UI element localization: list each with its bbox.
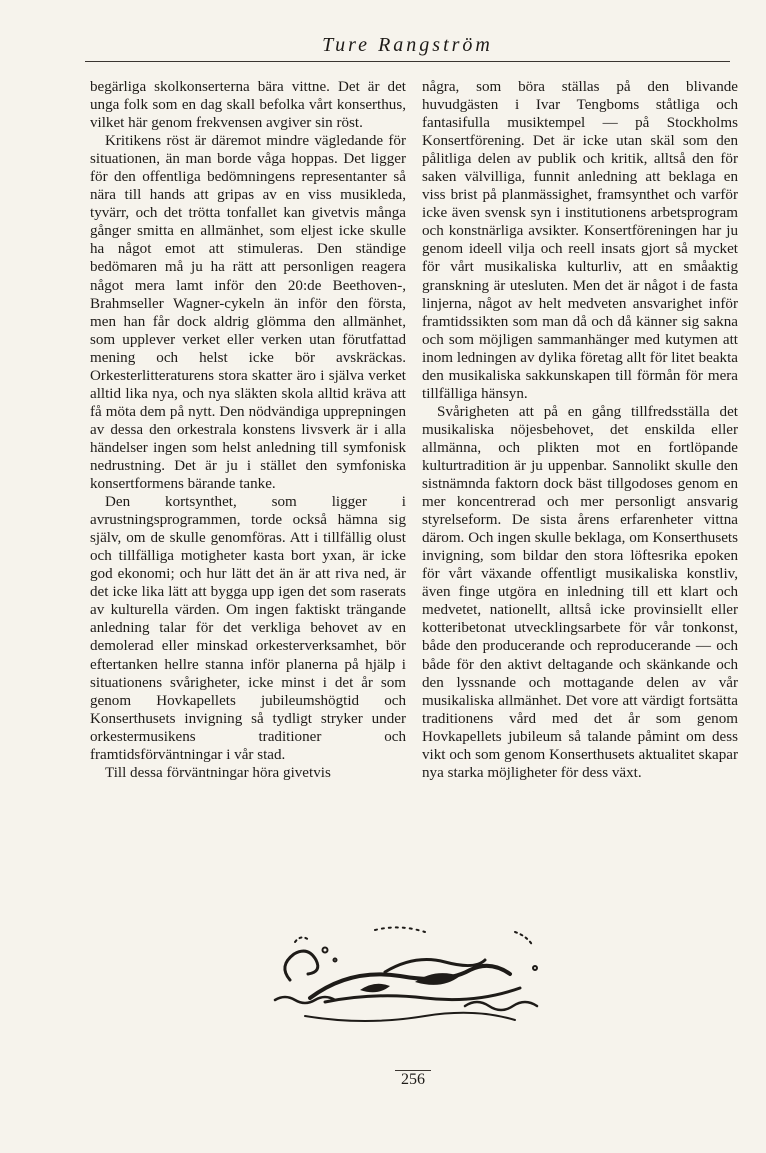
- paragraph: några, som böra ställas på den blivande huvudgästen i Ivar Tengboms ståtliga och fantasifulla musiktempel — på Stockholms Konsertförening. Det är icke utan skäl som den pålitliga delen av publik och kritik, alltså den för saken välvilliga, funnit anledning att beklaga en viss brist på planmässighet, framsynthet och varför icke även svensk syn i institutionens arbetsprogram och konstnärliga avsikter. Konsertföreningen har ju genom ideell vilja och reell insats gjort så mycket för vårt musikaliska kulturliv, att en småaktig granskning är utesluten. Men det är något i de fasta linjerna, något av helt medveten ansvarighet inför framtidssikten som man då och då känner sig sakna och som möjligen sammanhänger med kutymen att inom ledningen av dylika företag allt för litet beakta den musikaliska sakkunskapen till förmån för mera tillfälliga hänsyn.: [422, 79, 738, 402]
- header-rule: [85, 61, 730, 62]
- left-column: [90, 78, 406, 782]
- paragraph: begärliga skolkonserterna bära vittne. Det är det unga folk som en dag skall befolka vårt konserthus, vilket här genom frekvensen avgiver sin röst.: [90, 79, 406, 132]
- paragraph: Till dessa förväntningar höra givetvis: [105, 764, 331, 781]
- page-number: 256: [401, 1071, 425, 1088]
- paragraph: Kritikens röst är däremot mindre vägledande för situationen, än man borde våga hoppas. Det ligger för den offentliga bedömningens representanter så nära till hands att gripas av en viss musikleda, tyvärr, och det trötta tonfallet kan givetvis många gånger smitta en allmänhet, som eljest icke skulle ha något emot att stimuleras. Den ständige bedömaren må ju ha rätt att personligen reagera något mera lamt inför den 20:de Beethoven-, Brahmseller Wagner-cykeln än inför den första, men han får dock aldrig glömma den allmänhet, som upplever verket eller verken utan förutfattad mening och helst icke bör avskräckas. Orkesterlitteraturens stora skatter äro i själva verket alltid lika nya, och nya släkten skola alltid kräva att få möta dem på nytt. Den nödvändiga upprepningen av dessa den orkestrala konstens livsverk är i alla händelser ingen som helst anledning till symfonisk nedrustning. Det är ju i stället den symfoniska konsertformens bärande tanke.: [90, 133, 406, 493]
- sea-creature-illustration: [265, 920, 565, 1030]
- running-header: Ture Rangström: [322, 34, 493, 56]
- paragraph: Den kortsynthet, som ligger i avrustningsprogrammen, torde också hämna sig själv, om de skulle genomföras. Att i tillfällig olust och tillfälliga motigheter kasta bort yxan, är icke god ekonomi; och hur lätt det än är att riva ned, är det icke lika lätt att bygga upp igen det som raserats av kulturella värden. Om ingen faktiskt trängande anledning talar för det verkliga behovet av en demolerad eller minskad orkesterverksamhet, bör eftertanken hellre stanna inför planerna på hjälp i situationens svårigheter, icke minst i det år som genom Hovkapellets jubileumshögtid och Konserthusets invigning så tydligt stryker under orkestermusikens traditioner och framtidsförväntningar i vår stad.: [90, 494, 406, 763]
- paragraph: Svårigheten att på en gång tillfredsställa det musikaliska nöjesbehovet, det enskilda eller allmänna, och plikten mot en fortlöpande kulturtradition är ju uppenbar. Sannolikt skulle den sistnämnda faktorn dock bäst tillgodoses genom en mer koncentrerad och mer personligt ansvarig styrelseform. De sista årens erfarenheter vittna därom. Och ingen skulle beklaga, om Konserthusets invigning, som bildar den stora löftesrika epoken för vårt växande offentligt musikaliska konstliv, även finge utgöra en inledning till ett klart och medvetet, nationellt, alltså icke provinsiellt eller kotteribetonat utvecklingsarbete för vår tonkonst, både den producerande och reproducerande — och både för den aktivt deltagande och skänkande och den lyssnande och mottagande delen av vår musikaliska allmänhet. Det vore att värdigt fortsätta traditionens vård med det år som genom Hovkapellets jubileum så talande påmint om dess vikt och som genom Konserthusets aktualitet skapar nya starka möjligheter för dess växt.: [422, 403, 738, 781]
- right-column: [422, 78, 738, 782]
